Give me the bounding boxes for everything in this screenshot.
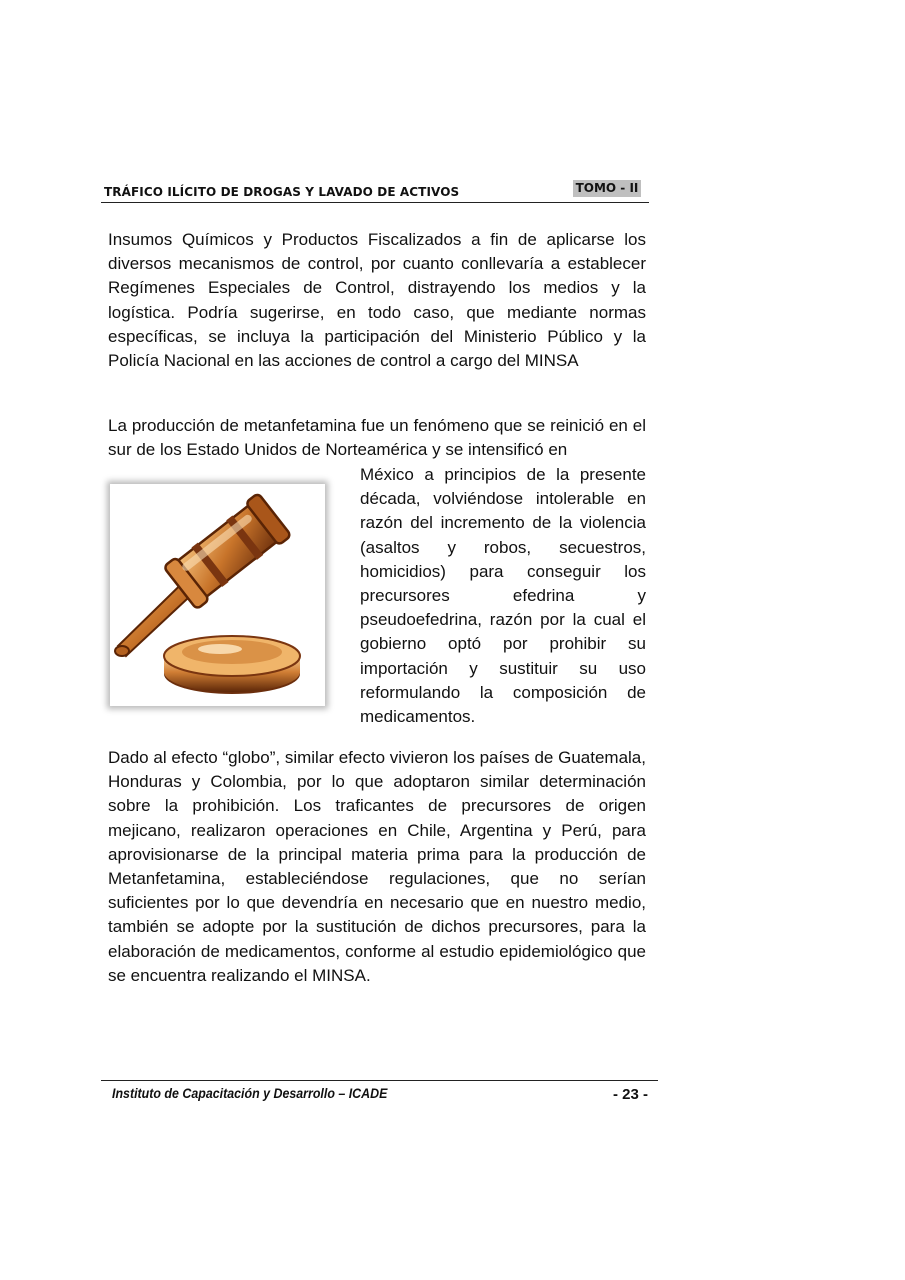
gavel-icon [110, 484, 325, 706]
footer-divider [101, 1080, 658, 1081]
paragraph-2-wrapped: México a principios de la presente década, volviéndose intolerable en razón del incremento de la violencia (asaltos y robos, secuestros, homicidios) para conseguir los precursores efedrina y pseudoefedrina, razón por la cual el gobierno optó por prohibir su importación y sustituir su uso reformulando la composición de medicamentos. [360, 465, 646, 727]
volume-badge: TOMO - II [573, 180, 641, 197]
header-divider [101, 202, 649, 203]
paragraph-2-top: La producción de metanfetamina fue un fenómeno que se reinició en el sur de los Estado Unidos de Norteamérica y se intensificó en [108, 416, 646, 460]
footer-institute: Instituto de Capacitación y Desarrollo – ICADE [112, 1086, 388, 1101]
paragraph-3: Dado al efecto “globo”, similar efecto vivieron los países de Guatemala, Honduras y Colombia, por lo que adoptaron similar determinación sobre la prohibición. Los traficantes de precursores de origen mejicano, realizaron operaciones en Chile, Argentina y Perú, para aprovisionarse de la principal materia prima para la producción de Metanfetamina, estableciéndose regulaciones, que no serían suficientes por lo que devendría en necesario que en nuestro medio, también se adopte por la sustitución de dichos precursores, para la elaboración de medicamentos, conforme al estudio epidemiológico que se encuentra realizando el MINSA. [108, 748, 646, 985]
paragraph-1: Insumos Químicos y Productos Fiscalizados a fin de aplicarse los diversos mecanismos de control, por cuanto conllevaría a establecer Regímenes Especiales de Control, distrayendo los medios y la logística. Podría sugerirse, en todo caso, que mediante normas específicas, se incluya la participación del Ministerio Público y la Policía Nacional en las acciones de control a cargo del MINSA [108, 230, 646, 371]
page-number: - 23 - [612, 1086, 648, 1103]
document-title: TRÁFICO ILÍCITO DE DROGAS Y LAVADO DE ACTIVOS [104, 185, 460, 199]
gavel-figure [110, 484, 325, 706]
